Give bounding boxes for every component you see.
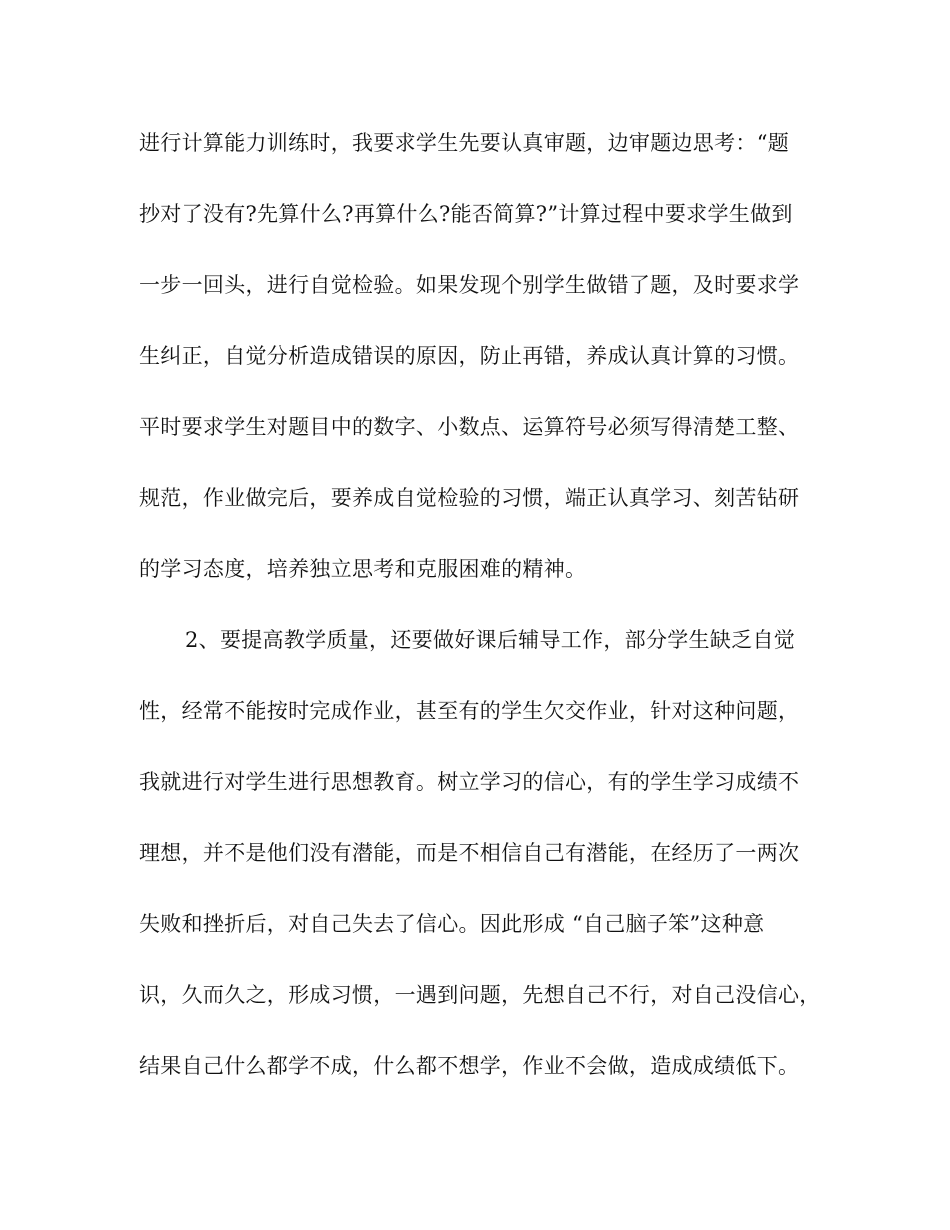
paragraph-line: 我就进行对学生进行思想教育。树立学习的信心，有的学生学习成绩不 — [139, 770, 800, 794]
paragraph-line: 的学习态度，培养独立思考和克服困难的精神。 — [139, 557, 587, 581]
paragraph-line: 失败和挫折后，对自己失去了信心。因此形成 “自己脑子笨”这种意 — [139, 912, 765, 936]
paragraph-line: 规范，作业做完后，要养成自觉检验的习惯，端正认真学习、刻苦钻研 — [139, 486, 800, 510]
paragraph-line: 生纠正，自觉分析造成错误的原因，防止再错，养成认真计算的习惯。 — [139, 344, 800, 368]
paragraph-line: 抄对了没有?先算什么?再算什么?能否简算?”计算过程中要求学生做到 — [139, 202, 793, 226]
paragraph-line: 结果自己什么都学不成，什么都不想学，作业不会做，造成成绩低下。 — [139, 1054, 800, 1078]
paragraph-line: 一步一回头，进行自觉检验。如果发现个别学生做错了题，及时要求学 — [139, 273, 800, 297]
paragraph-line: 2、要提高教学质量，还要做好课后辅导工作，部分学生缺乏自觉 — [185, 628, 796, 652]
paragraph-line: 理想，并不是他们没有潜能，而是不相信自己有潜能，在经历了一两次 — [139, 841, 800, 865]
paragraph-line: 进行计算能力训练时，我要求学生先要认真审题，边审题边思考：“题 — [139, 131, 790, 155]
paragraph-line: 平时要求学生对题目中的数字、小数点、运算符号必须写得清楚工整、 — [139, 415, 800, 439]
paragraph-line: 识，久而久之，形成习惯，一遇到问题，先想自己不行，对自己没信心， — [139, 983, 821, 1007]
paragraph-line: 性，经常不能按时完成作业，甚至有的学生欠交作业，针对这种问题， — [139, 699, 800, 723]
